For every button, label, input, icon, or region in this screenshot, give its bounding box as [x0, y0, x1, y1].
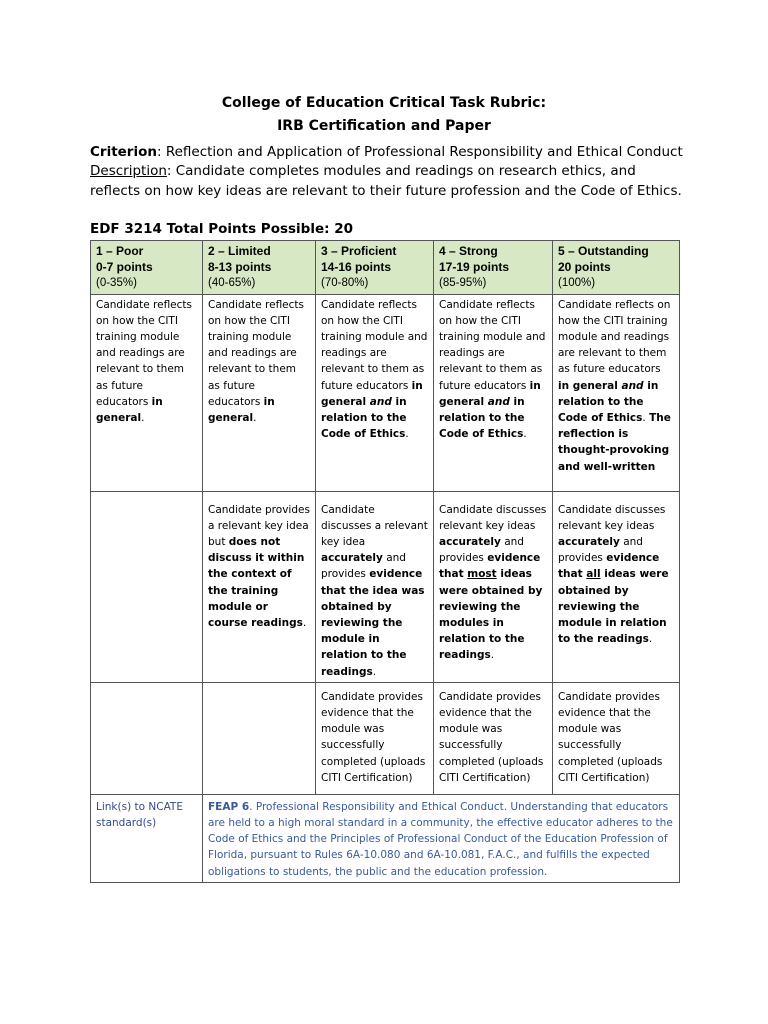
criterion-label: Criterion: [90, 144, 157, 160]
cell-certification-2: [203, 682, 316, 794]
rubric-title-line2: IRB Certification and Paper: [277, 118, 491, 134]
total-points: EDF 3214 Total Points Possible: 20: [90, 221, 353, 237]
level-header-4: 4 – Strong 17-19 points (85-95%): [434, 241, 553, 295]
feap-text: . Professional Responsibility and Ethical Conduct. Understanding that educators are held to a high moral standard in a community, the effective educator adheres to the Code of Ethics and the Principles of Professional Conduct of the Education Profession of Florida, pursuant to Rules 6A-10.080 and 6A-10.081, F.A.C., and fulfills the expected obligations to students, the public and the education profession.: [208, 800, 673, 878]
level-header-3: 3 – Proficient 14-16 points (70-80%): [316, 241, 434, 295]
rubric-row-key-ideas: [91, 491, 680, 682]
criterion-line: [90, 143, 690, 163]
cell-key-ideas-5: Candidate discusses relevant key ideas accurately and provides evidence that all ideas were obtained by reviewing the module in relation to the readings.: [553, 491, 680, 682]
rubric-title-line1: College of Education Critical Task Rubric:: [221, 95, 547, 111]
description-text: : Candidate completes modules and readings on research ethics, and reflects on how key ideas are relevant to their future profession and the Code of Ethics.: [90, 163, 682, 199]
cell-key-ideas-3: Candidate discusses a relevant key idea accurately and provides evidence that the idea was obtained by reviewing the module in relation to the readings.: [316, 491, 434, 682]
cell-certification-5: Candidate provides evidence that the module was successfully completed (uploads CITI Certification): [553, 682, 680, 794]
feap-label: FEAP 6: [208, 800, 250, 813]
description-paragraph: [90, 162, 690, 201]
cell-key-ideas-1: [91, 491, 203, 682]
criterion-text: : Reflection and Application of Professional Responsibility and Ethical Conduct: [156, 144, 683, 160]
rubric-row-reflection: [91, 294, 680, 491]
cell-key-ideas-4: Candidate discusses relevant key ideas accurately and provides evidence that most ideas were obtained by reviewing the modules in relation to the readings.: [434, 491, 553, 682]
feap-standard-cell: [203, 794, 680, 882]
rubric-table: [90, 240, 680, 883]
cell-reflection-2: Candidate reflects on how the CITI training module and readings are relevant to them as future educators in general.: [203, 294, 316, 491]
level-header-2: 2 – Limited 8-13 points (40-65%): [203, 241, 316, 295]
level-header-1: 1 – Poor 0-7 points (0-35%): [91, 241, 203, 295]
cell-key-ideas-2: Candidate provides a relevant key idea but does not discuss it within the context of the training module or course readings.: [203, 491, 316, 682]
cell-reflection-5: Candidate reflects on how the CITI training module and readings are relevant to them as future educators in general and in relation to the Code of Ethics. The reflection is thought-provoking and well-written: [553, 294, 680, 491]
rubric-row-certification: [91, 682, 680, 794]
level-header-5: 5 – Outstanding 20 points (100%): [553, 241, 680, 295]
ncate-link-label: Link(s) to NCATE standard(s): [91, 794, 203, 882]
cell-reflection-3: Candidate reflects on how the CITI training module and readings are relevant to them as future educators in general and in relation to the Code of Ethics.: [316, 294, 434, 491]
rubric-header-row: [91, 241, 680, 295]
cell-certification-3: Candidate provides evidence that the module was successfully completed (uploads CITI Certification): [316, 682, 434, 794]
cell-certification-4: Candidate provides evidence that the module was successfully completed (uploads CITI Certification): [434, 682, 553, 794]
cell-certification-1: [91, 682, 203, 794]
cell-reflection-4: Candidate reflects on how the CITI training module and readings are relevant to them as future educators in general and in relation to the Code of Ethics.: [434, 294, 553, 491]
rubric-row-standards: [91, 794, 680, 882]
cell-reflection-1: Candidate reflects on how the CITI training module and readings are relevant to them as future educators in general.: [91, 294, 203, 491]
description-label: Description: [90, 163, 167, 179]
